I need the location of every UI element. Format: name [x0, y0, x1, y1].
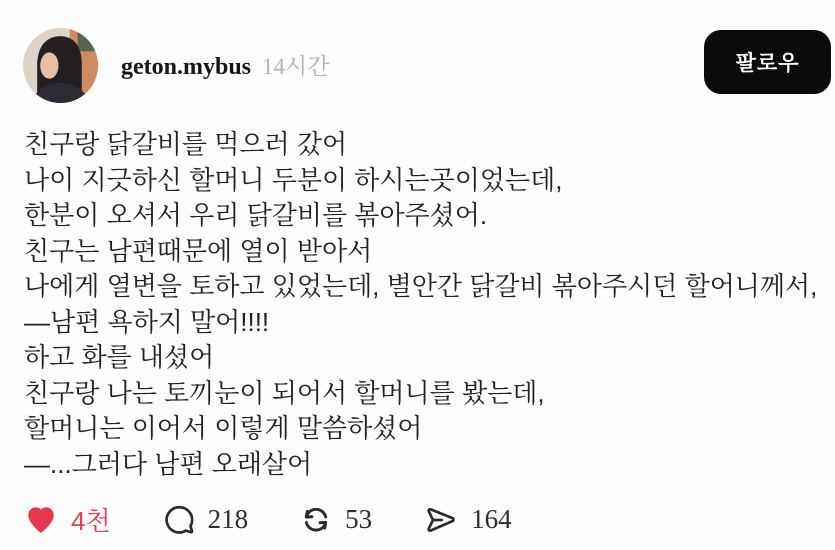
- post-line-text: 할머니는 이어서 이렇게 말씀하셨어: [24, 413, 423, 443]
- post-line-text: 친구랑 닭갈비를 먹으러 갔어: [24, 129, 348, 159]
- post-line-text: 나에게 열변을 토하고 있었는데, 별안간 닭갈비 볶아주시던 할어니께서,: [24, 271, 818, 301]
- comment-button[interactable]: [162, 503, 249, 537]
- repost-count: 53: [345, 504, 373, 534]
- avatar[interactable]: [23, 28, 98, 103]
- post-line-text: 친구는 남편때문에 열이 받아서: [24, 235, 373, 266]
- post-header: [121, 48, 329, 81]
- post-line-text: 한분이 오셔서 우리 닭갈비를 볶아주셨어.: [24, 200, 488, 230]
- share-button[interactable]: [423, 503, 512, 537]
- comment-count: 218: [207, 504, 249, 534]
- repost-button[interactable]: [299, 503, 372, 537]
- post-line-text: —남편 욕하지 말어!!!!: [24, 306, 270, 337]
- send-icon[interactable]: [423, 503, 459, 537]
- post-line-text: 하고 화를 내셨어: [24, 342, 215, 372]
- comment-bubble-icon[interactable]: [162, 503, 196, 537]
- like-button[interactable]: [23, 501, 111, 538]
- username[interactable]: geton.mybus: [121, 54, 252, 80]
- avatar-photo: [23, 28, 98, 103]
- share-count: 164: [471, 504, 512, 534]
- repost-icon[interactable]: [299, 503, 333, 537]
- timestamp: 14시간: [262, 54, 330, 79]
- follow-button[interactable]: 팔로우: [704, 30, 831, 94]
- post-body: [24, 127, 818, 482]
- heart-icon[interactable]: [23, 503, 59, 537]
- post-line-text: —...그러다 남편 오래살어: [24, 448, 313, 479]
- post-line-text: 친구랑 나는 토끼눈이 되어서 할머니를 봤는데,: [24, 377, 545, 408]
- post-line-text: 나이 지긋하신 할머니 두분이 하시는곳이었는데,: [24, 164, 563, 195]
- like-count: 4천: [71, 506, 111, 536]
- action-bar: [23, 501, 512, 538]
